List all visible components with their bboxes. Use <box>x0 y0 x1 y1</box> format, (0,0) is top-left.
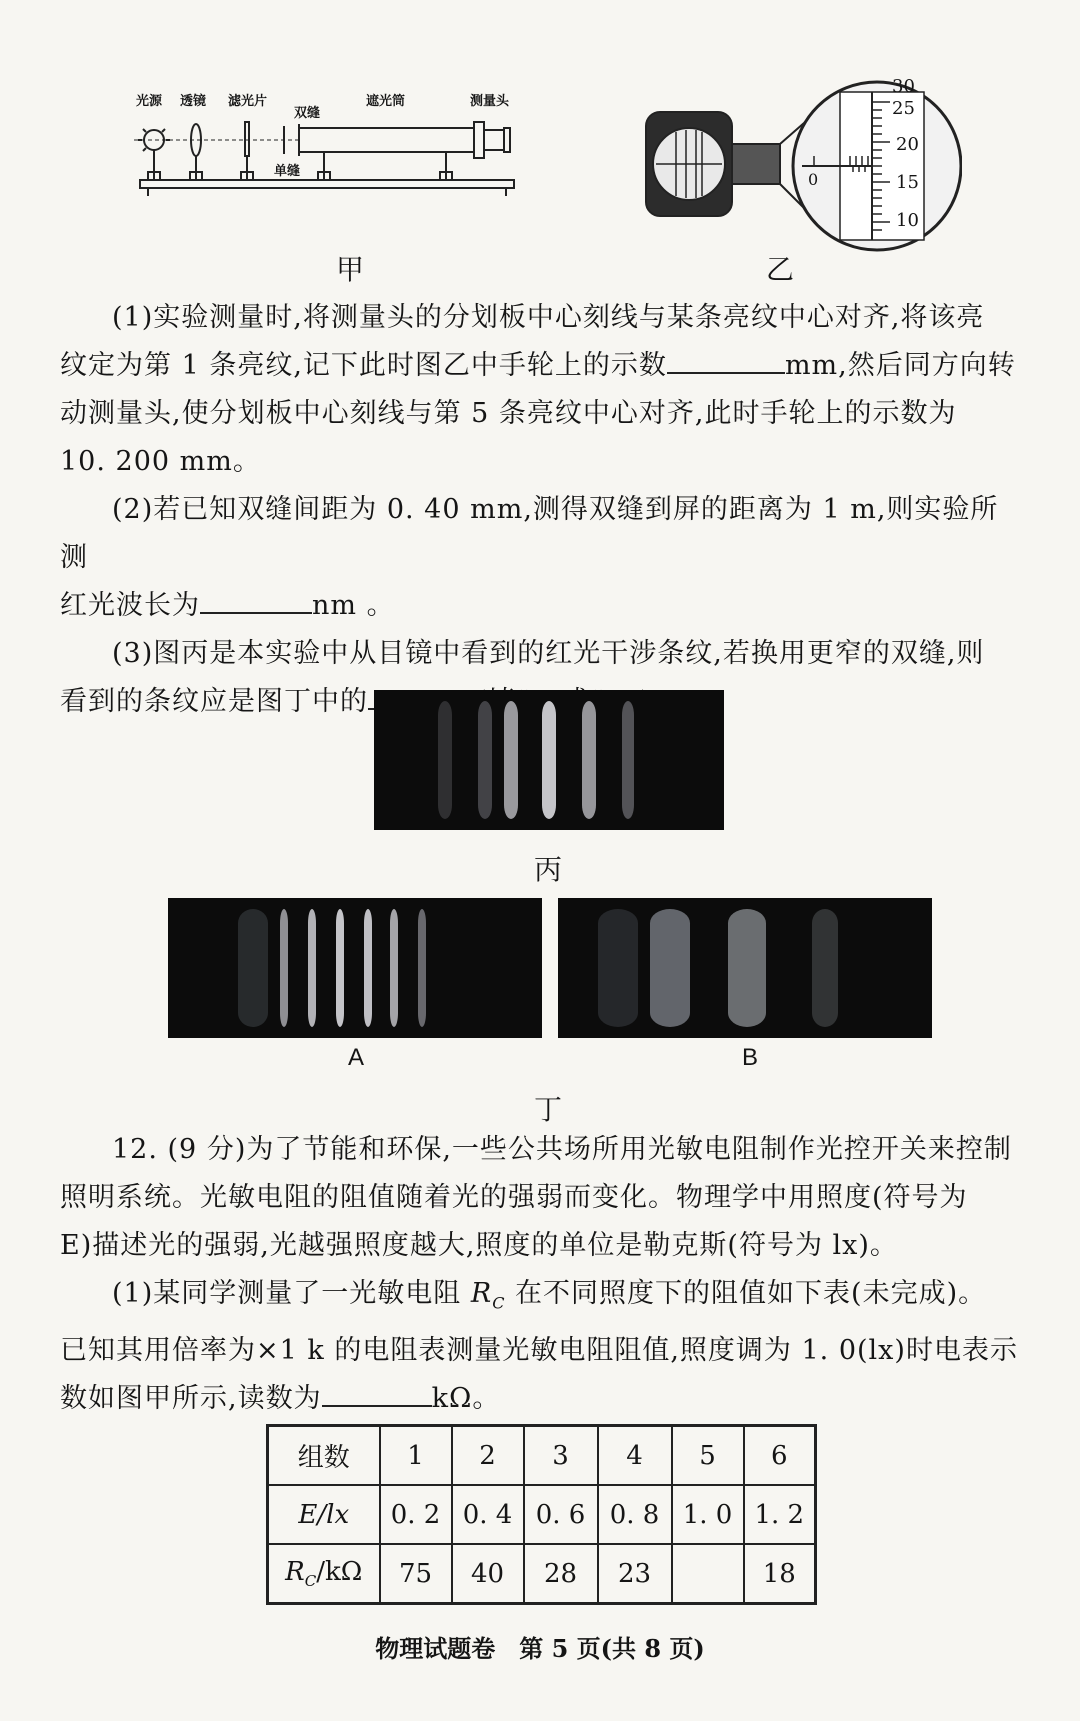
resistance-table <box>266 1424 817 1605</box>
table-row <box>268 1485 816 1544</box>
r-value-cell: 28 <box>524 1544 598 1604</box>
r-value-cell: 23 <box>598 1544 672 1604</box>
fringe <box>478 701 492 819</box>
group-cell: 6 <box>744 1426 816 1486</box>
scale-15: 15 <box>896 172 919 193</box>
q1-line2-tail: mm,然后同方向转 <box>784 350 1016 381</box>
fringe <box>336 909 344 1027</box>
label-measuring-head: 测量头 <box>470 93 510 108</box>
scale-25: 25 <box>892 98 915 119</box>
label-double-slit: 双缝 <box>294 105 321 120</box>
figure-ding-b-fringes <box>558 898 932 1038</box>
group-cell: 5 <box>672 1426 744 1486</box>
table-row <box>268 1426 816 1486</box>
label-tube: 遮光筒 <box>366 93 406 108</box>
rc-symbol: R <box>470 1278 493 1309</box>
figure-jia-apparatus <box>134 88 524 208</box>
q2-line2-text: 红光波长为 <box>60 590 200 621</box>
measuring-head-icon <box>484 130 504 150</box>
light-source-icon <box>144 130 164 150</box>
fringe <box>504 701 518 819</box>
fringe <box>390 909 398 1027</box>
main-scale-zero: 0 <box>808 170 819 189</box>
filter-icon <box>245 122 249 156</box>
figure-bing-fringes <box>374 690 724 830</box>
fringe <box>308 909 316 1027</box>
q1-line3: 动测量头,使分划板中心刻线与第 5 条亮纹中心对齐,此时手轮上的示数为 <box>60 398 957 429</box>
e-value-cell: 0. 2 <box>380 1485 452 1544</box>
fringe <box>280 909 288 1027</box>
answer-blank-1[interactable] <box>667 346 785 374</box>
fringe <box>582 701 596 819</box>
e-value-cell: 0. 4 <box>452 1485 524 1544</box>
fringe <box>418 909 426 1027</box>
fringe <box>812 909 838 1027</box>
r-unit: /kΩ <box>316 1556 363 1587</box>
figure-ding-a-fringes <box>168 898 542 1038</box>
q12-1-line1 <box>60 1270 1020 1327</box>
rc-subscript: C <box>492 1293 506 1313</box>
fringe <box>650 909 690 1027</box>
fringe <box>238 909 268 1027</box>
answer-blank-2[interactable] <box>200 586 312 614</box>
e-value-cell: 0. 6 <box>524 1485 598 1544</box>
label-filter: 滤光片 <box>228 93 268 108</box>
group-cell: 4 <box>598 1426 672 1486</box>
q1-line2-text: 纹定为第 1 条亮纹,记下此时图乙中手轮上的示数 <box>60 350 667 381</box>
caption-b: B <box>741 1044 758 1071</box>
r-value-cell: 18 <box>744 1544 816 1604</box>
label-lens: 透镜 <box>180 93 207 108</box>
page-footer: 物理试题卷 第 5 页(共 8 页) <box>375 1634 705 1663</box>
caption-yi: 乙 <box>765 253 794 286</box>
q3-line1: (3)图丙是本实验中从目镜中看到的红光干涉条纹,若换用更窄的双缝,则 <box>112 638 985 669</box>
question-12 <box>60 1126 1020 1423</box>
scale-10: 10 <box>896 210 919 231</box>
fringe <box>622 701 634 819</box>
r-label-cell <box>268 1544 380 1604</box>
fringe <box>364 909 372 1027</box>
optical-bench <box>140 180 514 188</box>
label-light-source: 光源 <box>136 93 163 108</box>
caption-jia: 甲 <box>335 253 364 286</box>
question-11-parts <box>60 294 1020 726</box>
q12-1-line3-text: 数如图甲所示,读数为 <box>60 1383 322 1415</box>
r-symbol: R <box>285 1556 305 1587</box>
q2-line2 <box>60 582 1020 630</box>
fringe <box>542 701 556 819</box>
q12-1-line3 <box>60 1375 1020 1423</box>
caption-ding: 丁 <box>533 1093 562 1126</box>
figure-yi-micrometer <box>642 72 962 252</box>
answer-blank-4[interactable] <box>322 1379 432 1407</box>
q12-1-line1-tail: 在不同照度下的阻值如下表(未完成)。 <box>515 1278 987 1309</box>
e-label-cell: E/lx <box>268 1485 380 1544</box>
q2-line1: (2)若已知双缝间距为 0. 40 mm,测得双缝到屏的距离为 1 m,则实验所测 <box>60 494 999 573</box>
fringe <box>598 909 638 1027</box>
group-cell: 2 <box>452 1426 524 1486</box>
caption-bing: 丙 <box>533 853 562 886</box>
q12-1-line3-tail: kΩ。 <box>431 1383 501 1415</box>
r-value-cell[interactable] <box>672 1544 744 1604</box>
r-subscript: C <box>304 1572 317 1591</box>
q12-line1: 12. (9 分)为了节能和环保,一些公共场所用光敏电阻制作光控开关来控制 <box>112 1134 1012 1165</box>
r-value-cell: 40 <box>452 1544 524 1604</box>
fringe <box>438 701 452 819</box>
header-label-cell: 组数 <box>268 1426 380 1486</box>
q12-line2: 照明系统。光敏电阻的阻值随着光的强弱而变化。物理学中用照度(符号为 <box>60 1182 968 1213</box>
e-value-cell: 0. 8 <box>598 1485 672 1544</box>
e-value-cell: 1. 2 <box>744 1485 816 1544</box>
scale-30: 30 <box>892 76 915 97</box>
caption-a: A <box>347 1044 364 1071</box>
group-cell: 3 <box>524 1426 598 1486</box>
scale-20: 20 <box>896 134 919 155</box>
table-row <box>268 1544 816 1604</box>
e-value-cell: 1. 0 <box>672 1485 744 1544</box>
q3-line2-text: 看到的条纹应是图丁中的 <box>60 686 368 717</box>
q12-line3: E)描述光的强弱,光越强照度越大,照度的单位是勒克斯(符号为 lx)。 <box>60 1230 898 1261</box>
tube-icon <box>299 128 474 152</box>
q12-1-line2: 已知其用倍率为×1 k 的电阻表测量光敏电阻阻值,照度调为 1. 0(lx)时电表示 <box>60 1335 1018 1367</box>
fringe <box>728 909 766 1027</box>
r-value-cell: 75 <box>380 1544 452 1604</box>
q2-line2-tail: nm 。 <box>312 590 395 621</box>
q12-1-line1-text: (1)某同学测量了一光敏电阻 <box>112 1278 462 1309</box>
q1-line1: (1)实验测量时,将测量头的分划板中心刻线与某条亮纹中心对齐,将该亮 <box>112 302 985 333</box>
group-cell: 1 <box>380 1426 452 1486</box>
label-single-slit: 单缝 <box>274 163 301 178</box>
q1-line4: 10. 200 mm。 <box>60 446 261 477</box>
q1-line2 <box>60 342 1020 390</box>
